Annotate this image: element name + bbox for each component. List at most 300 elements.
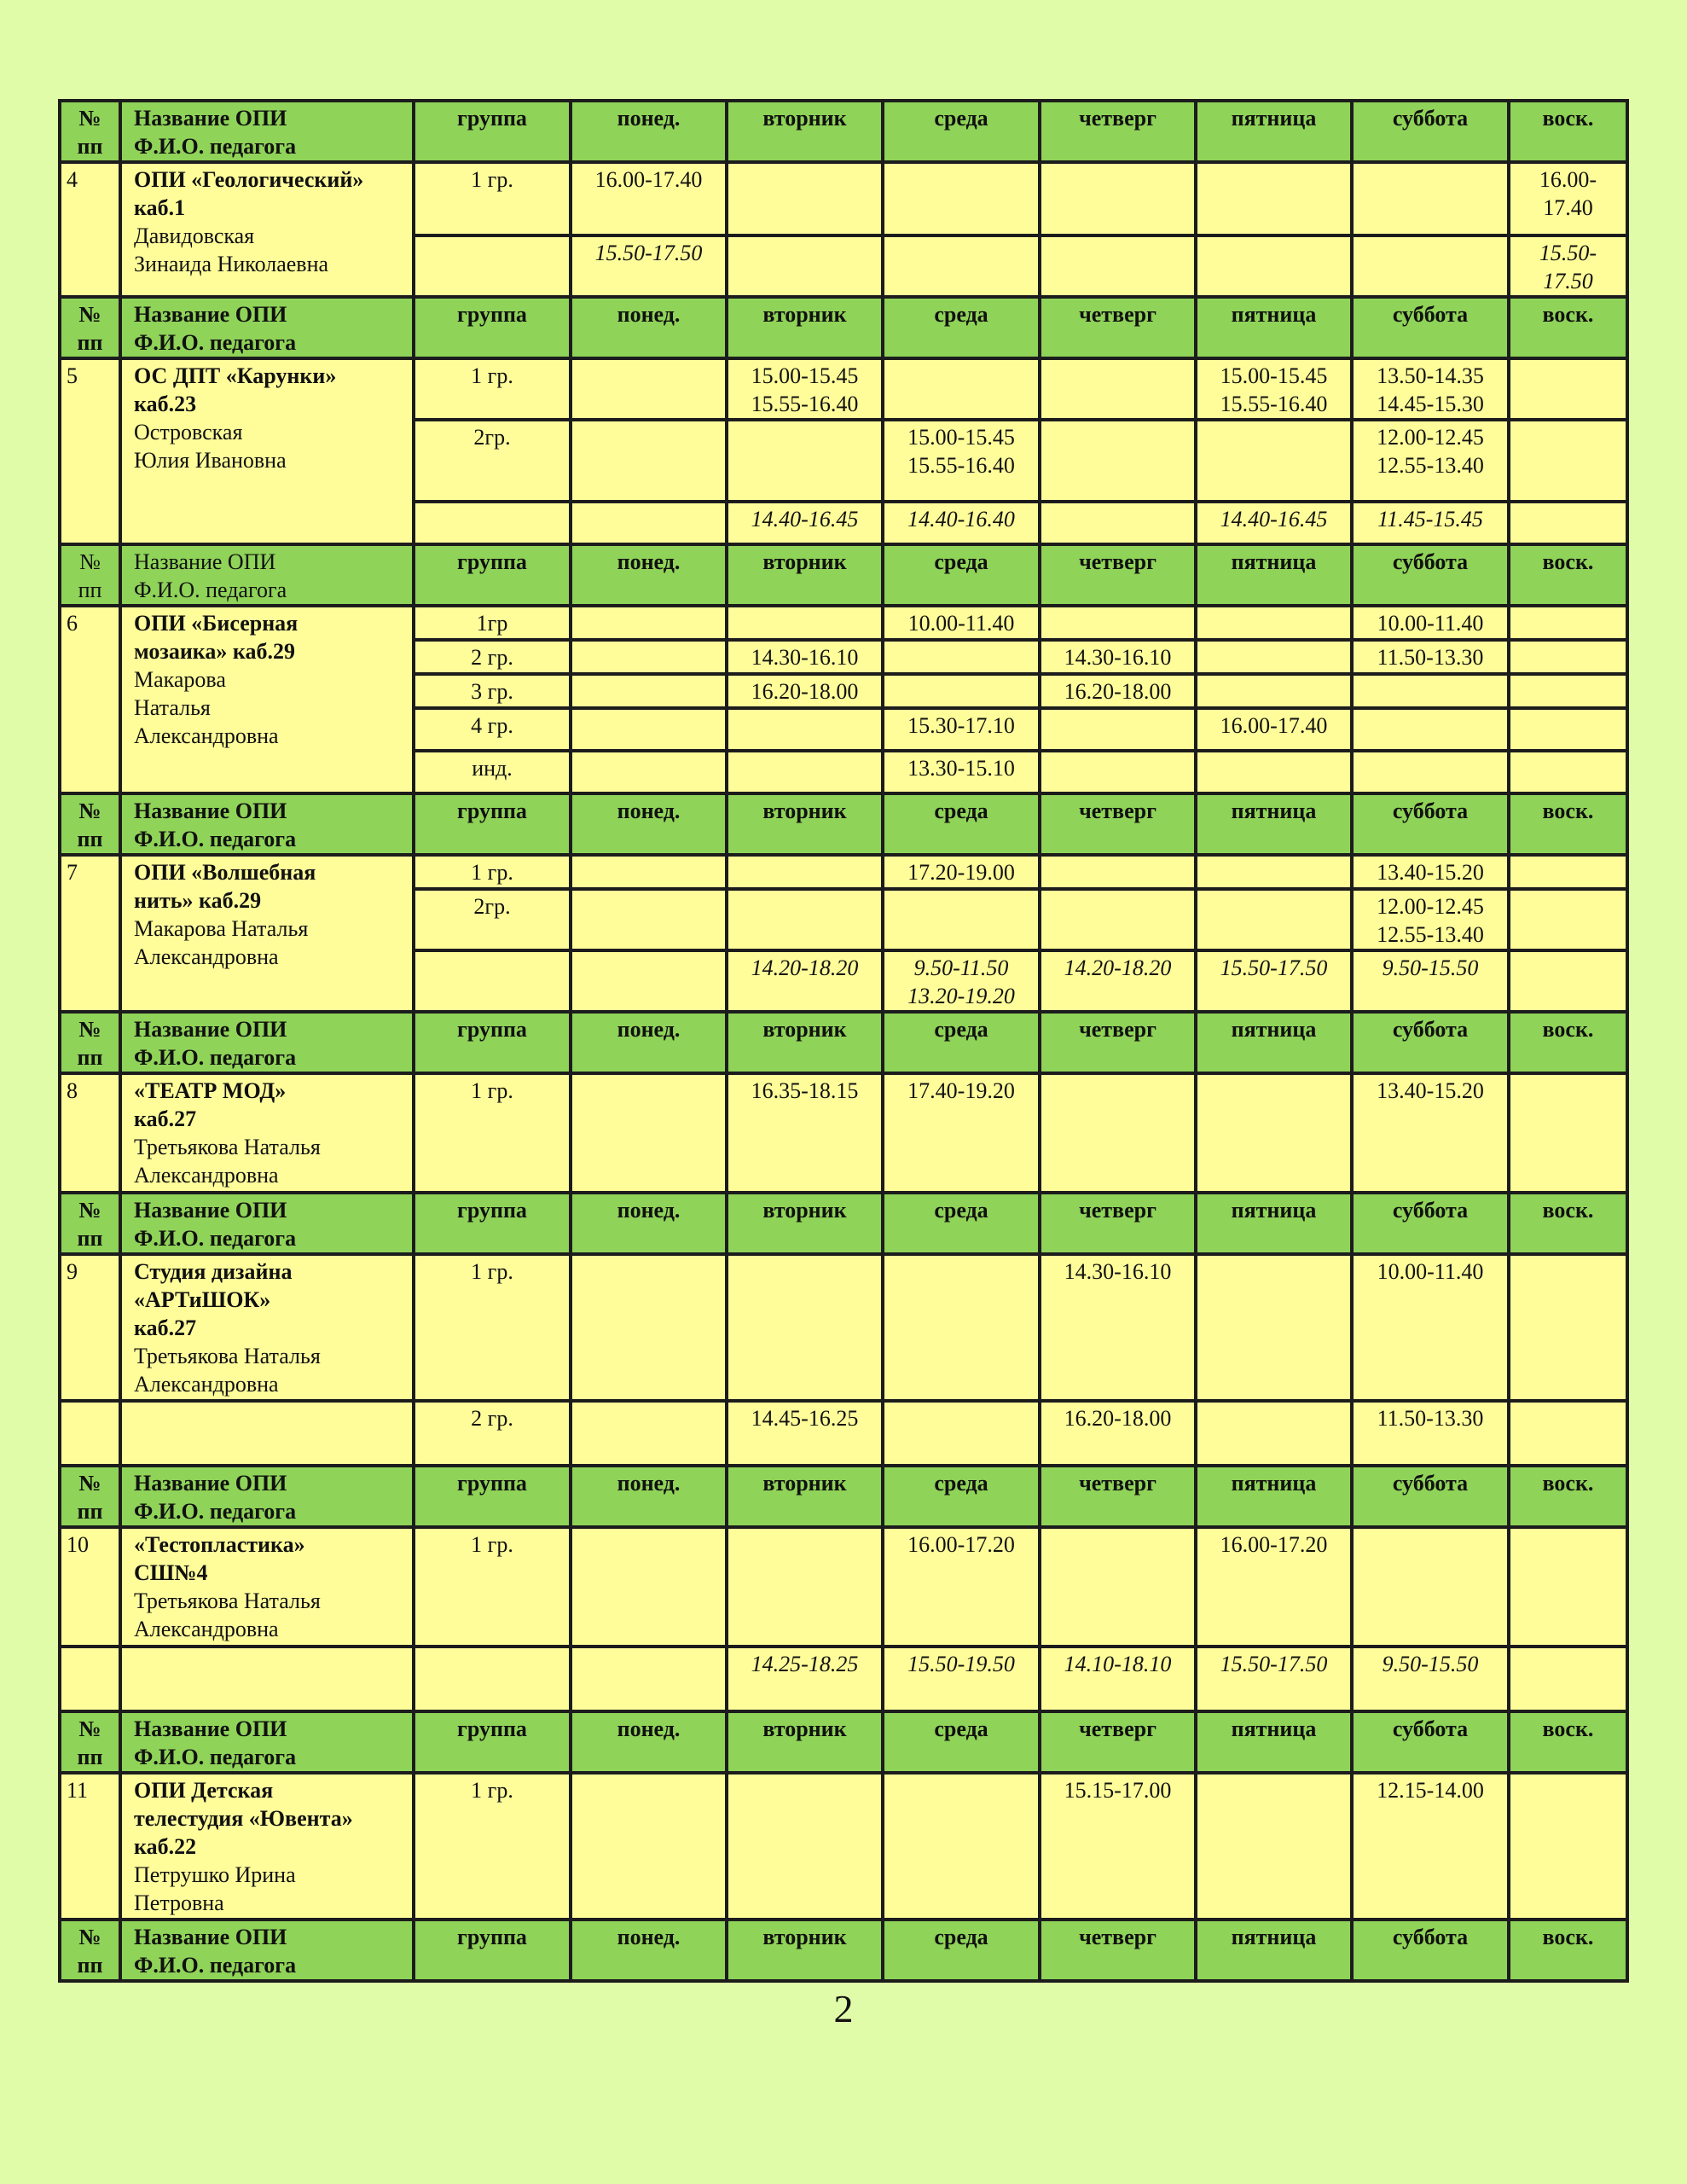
row-number: 4 [60, 162, 120, 297]
time-cell [571, 950, 727, 1012]
time-cell [1196, 235, 1352, 297]
time-slot: 14.10-18.10 [1064, 1652, 1172, 1676]
time-cell [571, 855, 727, 889]
header-day-cell: пятница [1196, 1711, 1352, 1773]
time-cell [1040, 162, 1196, 235]
time-cell [1040, 235, 1196, 297]
time-cell [1040, 1401, 1196, 1466]
header-row [60, 297, 1627, 358]
header-name-label: Ф.И.О. педагога [134, 1953, 297, 1978]
time-slot: 13.40-15.20 [1377, 1078, 1484, 1103]
teacher-name: Давидовская [134, 224, 255, 248]
header-name-label: Название ОПИ [134, 1925, 287, 1949]
time-slot: 13.20-19.20 [907, 984, 1015, 1008]
teacher-name: Третьякова Наталья [134, 1344, 321, 1368]
header-num-label: № [79, 549, 101, 574]
time-cell [1196, 708, 1352, 751]
time-cell [727, 751, 883, 793]
program-title: «Тестопластика» [134, 1532, 305, 1557]
header-day-cell: пятница [1196, 1012, 1352, 1073]
header-group-cell: группа [414, 1012, 571, 1073]
header-day-cell: вторник [727, 101, 883, 162]
time-cell [1196, 162, 1352, 235]
time-cell [1040, 950, 1196, 1012]
schedule-row [60, 1647, 1627, 1711]
time-cell [1196, 1073, 1352, 1193]
time-slot: 15.15-17.00 [1064, 1778, 1172, 1803]
header-num-cell [60, 793, 120, 855]
header-day-cell: понед. [571, 1193, 727, 1254]
time-slot: 10.00-11.40 [1377, 611, 1484, 636]
header-name-label: Ф.И.О. педагога [134, 134, 297, 159]
time-cell [571, 1401, 727, 1466]
header-day-cell: среда [883, 544, 1040, 606]
header-name-label: Ф.И.О. педагога [134, 1045, 297, 1070]
schedule-row [60, 1073, 1627, 1193]
group-cell: 1 гр. [414, 855, 571, 889]
header-name-label: Ф.И.О. педагога [134, 330, 297, 355]
header-row [60, 101, 1627, 162]
time-slot: 16.00-17.40 [1220, 713, 1328, 738]
header-day-cell: пятница [1196, 793, 1352, 855]
teacher-name: Островская [134, 420, 243, 444]
header-num-label: № [78, 1925, 101, 1949]
group-cell [414, 502, 571, 544]
header-num-label: пп [77, 1745, 103, 1769]
empty-num-cell [60, 1647, 120, 1711]
header-num-label: № [78, 1198, 101, 1223]
header-day-cell: воск. [1509, 297, 1627, 358]
program-name-cell [120, 1254, 414, 1401]
header-day-cell: понед. [571, 1466, 727, 1527]
time-slot: 14.40-16.40 [907, 507, 1015, 531]
time-cell [883, 1254, 1040, 1401]
time-cell [1509, 751, 1627, 793]
row-number: 7 [60, 855, 120, 1012]
schedule-table [58, 99, 1629, 1983]
time-cell [1196, 358, 1352, 420]
header-num-label: № [78, 1471, 101, 1496]
time-slot: 15.50-17.50 [594, 241, 703, 265]
time-cell [1509, 502, 1627, 544]
header-day-cell: четверг [1040, 793, 1196, 855]
time-slot: 16.00-17.40 [594, 167, 703, 192]
header-name-cell [120, 1012, 414, 1073]
time-cell [883, 162, 1040, 235]
time-slot: 16.00-17.20 [907, 1532, 1015, 1557]
header-num-label: № [78, 302, 101, 327]
time-cell [883, 1073, 1040, 1193]
header-day-cell: вторник [727, 1711, 883, 1773]
time-cell [1040, 358, 1196, 420]
group-cell: 1 гр. [414, 162, 571, 235]
header-day-cell: воск. [1509, 1012, 1627, 1073]
time-cell [1040, 1773, 1196, 1920]
header-day-cell: понед. [571, 297, 727, 358]
time-cell [1352, 1647, 1509, 1711]
header-num-cell [60, 1711, 120, 1773]
header-day-cell: среда [883, 101, 1040, 162]
header-day-cell: суббота [1352, 1193, 1509, 1254]
time-slot: 14.45-15.30 [1377, 392, 1484, 416]
time-cell [1040, 1527, 1196, 1647]
header-day-cell: четверг [1040, 544, 1196, 606]
teacher-name: Макарова [134, 667, 226, 692]
header-row [60, 1711, 1627, 1773]
header-day-cell: четверг [1040, 1466, 1196, 1527]
time-cell [883, 420, 1040, 502]
time-cell [727, 1647, 883, 1711]
time-cell [571, 420, 727, 502]
teacher-name: Зинаида Николаевна [134, 252, 329, 276]
time-cell [727, 950, 883, 1012]
header-num-label: № [78, 1716, 101, 1741]
time-cell [727, 640, 883, 674]
teacher-name: Третьякова Наталья [134, 1135, 321, 1159]
time-slot: 13.40-15.20 [1377, 860, 1484, 885]
program-title: СШ№4 [134, 1560, 208, 1585]
header-day-cell: воск. [1509, 793, 1627, 855]
time-cell [1509, 162, 1627, 235]
schedule-row [60, 606, 1627, 640]
time-slot: 11.45-15.45 [1377, 507, 1483, 531]
time-cell [1352, 889, 1509, 950]
schedule-row [60, 1527, 1627, 1647]
time-cell [1509, 1073, 1627, 1193]
time-slot: 15.50-17.50 [1220, 1652, 1328, 1676]
time-slot: 14.45-16.25 [751, 1406, 859, 1431]
program-title: ОПИ «Бисерная [134, 611, 299, 636]
header-name-label: Название ОПИ [134, 1471, 287, 1496]
time-cell [1040, 502, 1196, 544]
header-day-cell: воск. [1509, 1711, 1627, 1773]
program-title: ОПИ Детская [134, 1778, 274, 1803]
time-slot: 17.40 [1543, 195, 1593, 220]
time-cell [727, 1773, 883, 1920]
time-cell [883, 950, 1040, 1012]
time-cell [1352, 358, 1509, 420]
header-num-label: пп [77, 134, 103, 159]
header-name-label: Название ОПИ [134, 549, 276, 574]
empty-name-cell [120, 1401, 414, 1466]
time-cell [1196, 751, 1352, 793]
time-slot: 16.20-18.00 [751, 679, 859, 704]
time-cell [727, 358, 883, 420]
time-cell [1040, 1647, 1196, 1711]
header-day-cell: пятница [1196, 544, 1352, 606]
header-num-label: пп [78, 578, 102, 602]
time-cell [883, 855, 1040, 889]
teacher-name: Третьякова Наталья [134, 1589, 321, 1613]
header-day-cell: понед. [571, 544, 727, 606]
group-cell [414, 1647, 571, 1711]
time-slot: 15.55-16.40 [907, 453, 1015, 478]
program-title: каб.27 [134, 1316, 197, 1340]
group-cell: инд. [414, 751, 571, 793]
time-cell [1196, 950, 1352, 1012]
program-title: «ТЕАТР МОД» [134, 1078, 287, 1103]
teacher-name: Александровна [134, 1372, 279, 1397]
time-cell [1196, 1527, 1352, 1647]
time-cell [1509, 1254, 1627, 1401]
time-cell [1509, 1647, 1627, 1711]
time-slot: 11.50-13.30 [1377, 1406, 1484, 1431]
time-cell [1509, 950, 1627, 1012]
program-name-cell [120, 358, 414, 544]
time-cell [727, 1401, 883, 1466]
header-row [60, 1466, 1627, 1527]
header-day-cell: понед. [571, 1711, 727, 1773]
program-name-cell [120, 162, 414, 297]
schedule-row [60, 1401, 1627, 1466]
header-day-cell: воск. [1509, 1466, 1627, 1527]
time-cell [1352, 950, 1509, 1012]
header-day-cell: вторник [727, 544, 883, 606]
program-title: каб.22 [134, 1834, 197, 1859]
time-slot: 15.55-16.40 [751, 392, 859, 416]
header-name-cell [120, 1711, 414, 1773]
time-cell [1040, 751, 1196, 793]
time-cell [883, 674, 1040, 708]
header-name-label: Ф.И.О. педагога [134, 578, 287, 602]
time-cell [1196, 674, 1352, 708]
header-num-cell [60, 1012, 120, 1073]
time-cell [1509, 855, 1627, 889]
header-row [60, 793, 1627, 855]
header-group-cell: группа [414, 101, 571, 162]
time-cell [1352, 708, 1509, 751]
header-day-cell: четверг [1040, 1193, 1196, 1254]
header-row [60, 544, 1627, 606]
header-day-cell: среда [883, 1920, 1040, 1981]
time-slot: 9.50-11.50 [913, 956, 1009, 980]
header-num-cell [60, 101, 120, 162]
time-slot: 11.50-13.30 [1377, 645, 1484, 670]
header-day-cell: суббота [1352, 544, 1509, 606]
time-cell [883, 235, 1040, 297]
time-cell [571, 502, 727, 544]
header-row [60, 1012, 1627, 1073]
time-cell [883, 751, 1040, 793]
time-cell [1040, 420, 1196, 502]
program-title: ОПИ «Волшебная [134, 860, 316, 885]
header-name-cell [120, 101, 414, 162]
header-day-cell: пятница [1196, 1920, 1352, 1981]
teacher-name: Юлия Ивановна [134, 448, 287, 473]
program-title: Студия дизайна [134, 1259, 293, 1284]
header-day-cell: воск. [1509, 1920, 1627, 1981]
program-name-cell [120, 1773, 414, 1920]
teacher-name: Александровна [134, 723, 279, 748]
time-cell [1509, 606, 1627, 640]
program-title: телестудия «Ювента» [134, 1806, 353, 1831]
teacher-name: Александровна [134, 1163, 279, 1188]
time-slot: 17.20-19.00 [907, 860, 1015, 885]
header-day-cell: среда [883, 1711, 1040, 1773]
time-cell [571, 235, 727, 297]
time-cell [883, 640, 1040, 674]
header-day-cell: суббота [1352, 1012, 1509, 1073]
header-num-label: пп [77, 1226, 103, 1251]
time-slot: 10.00-11.40 [1377, 1259, 1484, 1284]
time-cell [571, 889, 727, 950]
group-cell: 2гр. [414, 889, 571, 950]
header-num-cell [60, 1193, 120, 1254]
time-cell [571, 674, 727, 708]
time-cell [1040, 640, 1196, 674]
header-day-cell: пятница [1196, 297, 1352, 358]
program-title: ОС ДПТ «Карунки» [134, 363, 337, 388]
time-slot: 15.55-16.40 [1220, 392, 1328, 416]
header-day-cell: четверг [1040, 1012, 1196, 1073]
time-slot: 15.30-17.10 [907, 713, 1015, 738]
time-slot: 14.40-16.45 [751, 507, 859, 531]
time-cell [1040, 674, 1196, 708]
time-cell [727, 889, 883, 950]
time-slot: 16.00-17.20 [1220, 1532, 1328, 1557]
time-slot: 16.35-18.15 [751, 1078, 859, 1103]
time-cell [1196, 855, 1352, 889]
time-cell [1352, 1254, 1509, 1401]
time-cell [1509, 889, 1627, 950]
group-cell: 1 гр. [414, 1773, 571, 1920]
header-day-cell: воск. [1509, 101, 1627, 162]
header-name-label: Ф.И.О. педагога [134, 1745, 297, 1769]
time-cell [1352, 640, 1509, 674]
time-slot: 14.25-18.25 [751, 1652, 859, 1676]
time-cell [1509, 1401, 1627, 1466]
time-cell [1040, 1254, 1196, 1401]
time-slot: 12.00-12.45 [1377, 425, 1484, 450]
time-cell [1040, 1073, 1196, 1193]
teacher-name: Александровна [134, 944, 279, 969]
header-name-label: Название ОПИ [134, 799, 287, 823]
time-cell [1352, 855, 1509, 889]
time-cell [1196, 502, 1352, 544]
time-cell [883, 708, 1040, 751]
time-cell [1352, 420, 1509, 502]
time-slot: 16.20-18.00 [1064, 679, 1172, 704]
schedule-row [60, 1773, 1627, 1920]
group-cell [414, 235, 571, 297]
time-cell [1196, 420, 1352, 502]
header-day-cell: вторник [727, 1012, 883, 1073]
header-day-cell: среда [883, 793, 1040, 855]
header-day-cell: вторник [727, 1920, 883, 1981]
header-day-cell: суббота [1352, 793, 1509, 855]
header-num-label: № [78, 106, 101, 131]
time-cell [571, 1647, 727, 1711]
time-slot: 15.00-15.45 [1220, 363, 1328, 388]
time-cell [727, 502, 883, 544]
time-slot: 16.00- [1539, 167, 1597, 192]
program-title: «АРТиШОК» [134, 1287, 271, 1312]
time-cell [1040, 889, 1196, 950]
time-slot: 15.50- [1539, 241, 1597, 265]
header-day-cell: среда [883, 1193, 1040, 1254]
program-name-cell [120, 1527, 414, 1647]
header-day-cell: четверг [1040, 297, 1196, 358]
header-day-cell: вторник [727, 1193, 883, 1254]
header-day-cell: суббота [1352, 101, 1509, 162]
time-cell [1352, 751, 1509, 793]
header-name-cell [120, 1920, 414, 1981]
header-num-label: № [78, 1017, 101, 1042]
header-group-cell: группа [414, 297, 571, 358]
time-cell [571, 162, 727, 235]
program-name-cell [120, 606, 414, 793]
header-name-label: Название ОПИ [134, 1716, 287, 1741]
group-cell: 1 гр. [414, 358, 571, 420]
time-cell [1352, 606, 1509, 640]
group-cell: 3 гр. [414, 674, 571, 708]
time-cell [1352, 235, 1509, 297]
group-cell [414, 950, 571, 1012]
row-number: 8 [60, 1073, 120, 1193]
time-cell [1352, 674, 1509, 708]
time-slot: 14.20-18.20 [1064, 956, 1172, 980]
header-day-cell: понед. [571, 793, 727, 855]
time-cell [1352, 162, 1509, 235]
time-cell [1040, 708, 1196, 751]
time-slot: 12.55-13.40 [1377, 922, 1484, 947]
header-group-cell: группа [414, 544, 571, 606]
time-slot: 15.50-17.50 [1220, 956, 1328, 980]
time-slot: 14.30-16.10 [1064, 645, 1172, 670]
header-num-cell [60, 1920, 120, 1981]
header-num-label: № [78, 799, 101, 823]
group-cell: 1 гр. [414, 1527, 571, 1647]
time-cell [1040, 855, 1196, 889]
header-num-label: пп [77, 1499, 103, 1524]
time-cell [727, 1527, 883, 1647]
group-cell: 2гр. [414, 420, 571, 502]
header-name-cell [120, 297, 414, 358]
time-cell [1509, 235, 1627, 297]
header-num-label: пп [77, 1953, 103, 1978]
time-cell [883, 1401, 1040, 1466]
time-cell [571, 1254, 727, 1401]
time-slot: 15.00-15.45 [751, 363, 859, 388]
time-cell [727, 855, 883, 889]
program-title: каб.27 [134, 1107, 197, 1131]
time-cell [1352, 1073, 1509, 1193]
header-name-label: Название ОПИ [134, 1198, 287, 1223]
header-name-label: Ф.И.О. педагога [134, 827, 297, 851]
time-cell [1352, 502, 1509, 544]
header-day-cell: четверг [1040, 1711, 1196, 1773]
time-cell [1509, 674, 1627, 708]
time-slot: 12.15-14.00 [1377, 1778, 1484, 1803]
header-day-cell: среда [883, 1466, 1040, 1527]
header-day-cell: суббота [1352, 1466, 1509, 1527]
header-group-cell: группа [414, 793, 571, 855]
time-cell [727, 708, 883, 751]
header-day-cell: понед. [571, 1920, 727, 1981]
header-row [60, 1920, 1627, 1981]
row-number: 11 [60, 1773, 120, 1920]
header-day-cell: суббота [1352, 1711, 1509, 1773]
schedule-row [60, 855, 1627, 889]
time-cell [571, 640, 727, 674]
time-cell [571, 606, 727, 640]
header-day-cell: пятница [1196, 101, 1352, 162]
time-cell [571, 751, 727, 793]
program-title: ОПИ «Геологический» [134, 167, 364, 192]
time-cell [1040, 606, 1196, 640]
time-slot: 9.50-15.50 [1382, 1652, 1479, 1676]
header-day-cell: четверг [1040, 101, 1196, 162]
